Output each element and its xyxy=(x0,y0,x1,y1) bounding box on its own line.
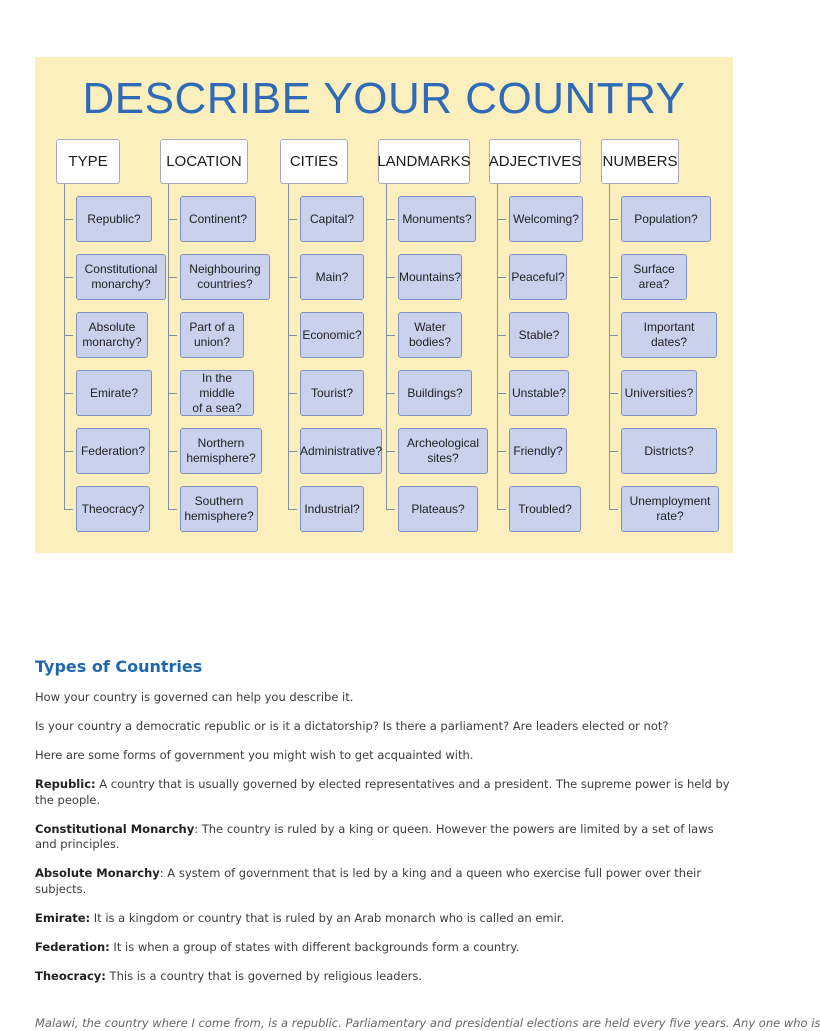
intro-paragraph: Is your country a democratic republic or is it a dictatorship? Is there a parliament? Are leaders elected or not? xyxy=(35,719,669,733)
connector-tick xyxy=(64,335,73,336)
connector-line xyxy=(64,184,65,509)
category-header: CITIES xyxy=(280,139,348,184)
question-box: Peaceful? xyxy=(509,254,567,300)
definition-republic xyxy=(35,777,735,808)
connector-tick xyxy=(64,393,73,394)
connector-tick xyxy=(497,509,506,510)
connector-tick xyxy=(288,509,297,510)
definition-term: Absolute Monarchy xyxy=(35,866,160,880)
question-box: Buildings? xyxy=(398,370,472,416)
definition-theocracy xyxy=(35,969,735,985)
question-box: Economic? xyxy=(300,312,364,358)
connector-tick xyxy=(288,277,297,278)
intro-paragraph: Here are some forms of government you might wish to get acquainted with. xyxy=(35,748,474,762)
connector-line xyxy=(497,184,498,509)
definition-constitutional-monarchy xyxy=(35,822,735,853)
question-box: Capital? xyxy=(300,196,364,242)
definition-federation xyxy=(35,940,735,956)
question-box: Water bodies? xyxy=(398,312,462,358)
connector-tick xyxy=(64,451,73,452)
connector-line xyxy=(288,184,289,509)
connector-tick xyxy=(497,335,506,336)
question-box: Universities? xyxy=(621,370,697,416)
question-box: Administrative? xyxy=(300,428,382,474)
connector-tick xyxy=(288,393,297,394)
connector-tick xyxy=(288,219,297,220)
question-box: Federation? xyxy=(76,428,150,474)
category-diagram xyxy=(35,57,733,553)
question-box: Constitutional monarchy? xyxy=(76,254,166,300)
definition-text: : A system of government that is led by a king and a queen who exercise full power over their subjects. xyxy=(35,866,702,896)
question-box: Southern hemisphere? xyxy=(180,486,258,532)
question-box: Welcoming? xyxy=(509,196,583,242)
connector-tick xyxy=(497,219,506,220)
definition-emirate xyxy=(35,911,735,927)
connector-tick xyxy=(386,393,395,394)
connector-tick xyxy=(386,509,395,510)
connector-tick xyxy=(64,219,73,220)
question-box: Neighbouring countries? xyxy=(180,254,270,300)
connector-tick xyxy=(609,509,618,510)
intro-paragraph: How your country is governed can help you describe it. xyxy=(35,690,354,704)
definition-term: Theocracy: xyxy=(35,968,106,983)
connector-tick xyxy=(386,451,395,452)
connector-tick xyxy=(609,451,618,452)
category-header: ADJECTIVES xyxy=(489,139,581,184)
definition-term: Emirate: xyxy=(35,910,91,925)
question-box: Monuments? xyxy=(398,196,476,242)
infographic-title: DESCRIBE YOUR COUNTRY xyxy=(82,74,686,123)
connector-tick xyxy=(168,277,177,278)
question-box: Surface area? xyxy=(621,254,687,300)
connector-tick xyxy=(64,277,73,278)
connector-tick xyxy=(168,219,177,220)
section-heading: Types of Countries xyxy=(35,657,203,676)
connector-tick xyxy=(168,509,177,510)
connector-tick xyxy=(386,335,395,336)
definition-term: Federation: xyxy=(35,939,110,954)
connector-line xyxy=(609,184,610,509)
category-header: LANDMARKS xyxy=(378,139,470,184)
connector-tick xyxy=(609,219,618,220)
definition-absolute-monarchy xyxy=(35,866,735,897)
question-box: Friendly? xyxy=(509,428,567,474)
question-box: Troubled? xyxy=(509,486,581,532)
question-box: Mountains? xyxy=(398,254,462,300)
connector-tick xyxy=(288,335,297,336)
connector-tick xyxy=(168,451,177,452)
definition-term: Constitutional Monarchy xyxy=(35,821,195,836)
connector-tick xyxy=(288,451,297,452)
question-box: Stable? xyxy=(509,312,569,358)
connector-tick xyxy=(609,277,618,278)
question-box: Districts? xyxy=(621,428,717,474)
question-box: Unstable? xyxy=(509,370,569,416)
question-box: Absolute monarchy? xyxy=(76,312,148,358)
cut-off-paragraph: Malawi, the country where I come from, is a republic. Parliamentary and presidential elections are held every five years. Any one who is xyxy=(35,1016,820,1030)
connector-tick xyxy=(609,393,618,394)
question-box: Industrial? xyxy=(300,486,364,532)
question-box: Emirate? xyxy=(76,370,152,416)
question-box: Part of a union? xyxy=(180,312,244,358)
article xyxy=(35,656,735,998)
question-box: Continent? xyxy=(180,196,256,242)
connector-tick xyxy=(386,277,395,278)
connector-tick xyxy=(386,219,395,220)
question-box: Unemployment rate? xyxy=(621,486,719,532)
connector-tick xyxy=(497,277,506,278)
question-box: Republic? xyxy=(76,196,152,242)
question-box: Theocracy? xyxy=(76,486,150,532)
definition-text: A country that is usually governed by elected representatives and a president. The supreme power is held by the people. xyxy=(35,777,730,807)
question-box: In the middle of a sea? xyxy=(180,370,254,416)
connector-line xyxy=(168,184,169,509)
category-header: TYPE xyxy=(56,139,120,184)
definition-text: It is a kingdom or country that is ruled by an Arab monarch who is called an emir. xyxy=(90,910,565,925)
definition-text: It is when a group of states with different backgrounds form a country. xyxy=(109,939,520,954)
connector-tick xyxy=(64,509,73,510)
question-box: Important dates? xyxy=(621,312,717,358)
connector-tick xyxy=(168,393,177,394)
question-box: Archeological sites? xyxy=(398,428,488,474)
definition-term: Republic: xyxy=(35,777,96,791)
question-box: Plateaus? xyxy=(398,486,478,532)
definition-text: : The country is ruled by a king or queen. However the powers are limited by a set of laws and principles. xyxy=(35,821,714,851)
connector-line xyxy=(386,184,387,509)
category-header: LOCATION xyxy=(160,139,248,184)
connector-tick xyxy=(497,451,506,452)
question-box: Population? xyxy=(621,196,711,242)
definition-text: This is a country that is governed by religious leaders. xyxy=(105,968,423,983)
describe-your-country-infographic xyxy=(35,57,733,553)
category-header: NUMBERS xyxy=(601,139,679,184)
connector-tick xyxy=(497,393,506,394)
connector-tick xyxy=(168,335,177,336)
question-box: Northern hemisphere? xyxy=(180,428,262,474)
question-box: Tourist? xyxy=(300,370,364,416)
question-box: Main? xyxy=(300,254,364,300)
connector-tick xyxy=(609,335,618,336)
